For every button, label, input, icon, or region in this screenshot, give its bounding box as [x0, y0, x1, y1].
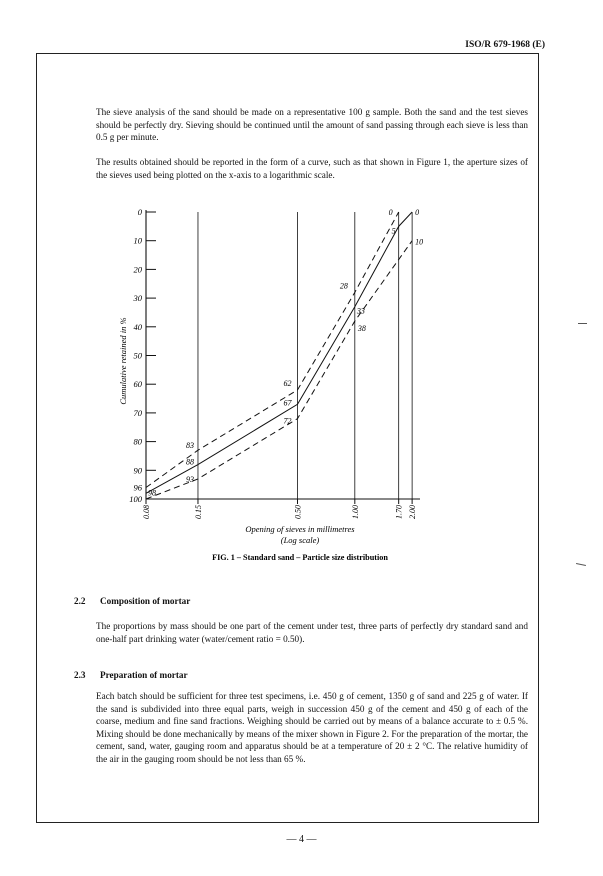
x-tick-label: 1.70 — [394, 505, 404, 519]
paragraph-composition: The proportions by mass should be one part of the cement under test, three parts of perfectly dry standard sand and one-half part drinking water (water/cement ratio = 0.50). — [96, 621, 528, 644]
point-label: 28 — [339, 281, 348, 291]
y-tick-label: 40 — [133, 321, 142, 332]
y-tick-label: 90 — [133, 465, 142, 476]
section-title-preparation: Preparation of mortar — [100, 670, 188, 680]
y-tick-label: 70 — [133, 407, 142, 418]
x-tick-label: 2.00 — [408, 505, 418, 519]
point-label: 0 — [388, 208, 393, 217]
section-number-2-2: 2.2 — [74, 596, 86, 606]
y-tick-label: 60 — [133, 379, 142, 390]
page-number: — 4 — — [286, 834, 317, 845]
y-tick-label: 30 — [133, 293, 142, 304]
paragraph-results-curve: The results obtained should be reported in the form of a curve, such as that shown in Figure 1, the aperture sizes of the sieves used being plotted on the x-axis to a logarithmic scale. — [96, 157, 528, 180]
point-label: 98 — [148, 488, 156, 498]
y-tick-label: 20 — [133, 264, 142, 275]
point-label: 5 — [391, 226, 396, 236]
margin-mark-upper — [578, 323, 587, 324]
section-number-2-3: 2.3 — [74, 670, 86, 680]
point-label: 10 — [415, 237, 424, 247]
figure-caption: FIG. 1 – Standard sand – Particle size distribution — [212, 553, 388, 562]
y-tick-label: 80 — [133, 436, 142, 447]
point-label: 0 — [415, 208, 420, 217]
margin-mark-lower — [576, 563, 586, 566]
x-tick-label: 1.00 — [350, 505, 360, 519]
page-header-ref: ISO/R 679-1968 (E) — [465, 40, 545, 50]
y-tick-label: 10 — [133, 235, 142, 246]
point-label: 67 — [283, 398, 292, 408]
y-tick-label: 100 — [129, 494, 142, 504]
point-label: 93 — [185, 474, 194, 484]
y-tick-label: 50 — [133, 350, 142, 361]
section-title-composition: Composition of mortar — [100, 596, 191, 606]
point-label: 62 — [283, 378, 292, 388]
point-label: 72 — [283, 416, 292, 426]
x-tick-label: 0.50 — [293, 505, 303, 519]
x-tick-label: 0.15 — [193, 505, 203, 519]
y-tick-label: 0 — [137, 207, 142, 217]
chart-xlabel-note: (Log scale) — [280, 535, 320, 545]
point-label: 83 — [185, 441, 194, 451]
paragraph-preparation: Each batch should be sufficient for three test specimens, i.e. 450 g of cement, 1350 g of sand and 225 g of water. If the sand is subdivided into three equal parts, weigh in succession 450 g of the cement and 450 g of each of the coarse, medium and fine sand fractions. Weighing should be carried out by means of a balance accurate to ± 0.5 %. Mixing should be done mechanically by means of the mixer shown in Figure 2. For the preparation of the mortar, the cement, sand, water, gauging room and apparatus should be at a temperature of 20 ± 2 °C. The relative humidity of the air in the gauging room should be not less than 65 %. — [96, 691, 528, 764]
x-tick-label: 0.08 — [142, 505, 151, 519]
point-label: 33 — [356, 306, 365, 316]
paragraph-sieve-analysis: The sieve analysis of the sand should be made on a representative 100 g sample. Both the sand and the test sieves should be perfectly dry. Sieving should be continued until the amount of sand passing through each sieve is less than 0.5 g per minute. — [96, 107, 528, 142]
y-tick-label: 96 — [133, 482, 142, 493]
point-label: 88 — [185, 457, 194, 467]
chart-ylabel: Cumulative retained in % — [118, 317, 128, 405]
chart-xlabel: Opening of sieves in millimetres — [245, 524, 355, 534]
point-label: 38 — [357, 324, 366, 334]
